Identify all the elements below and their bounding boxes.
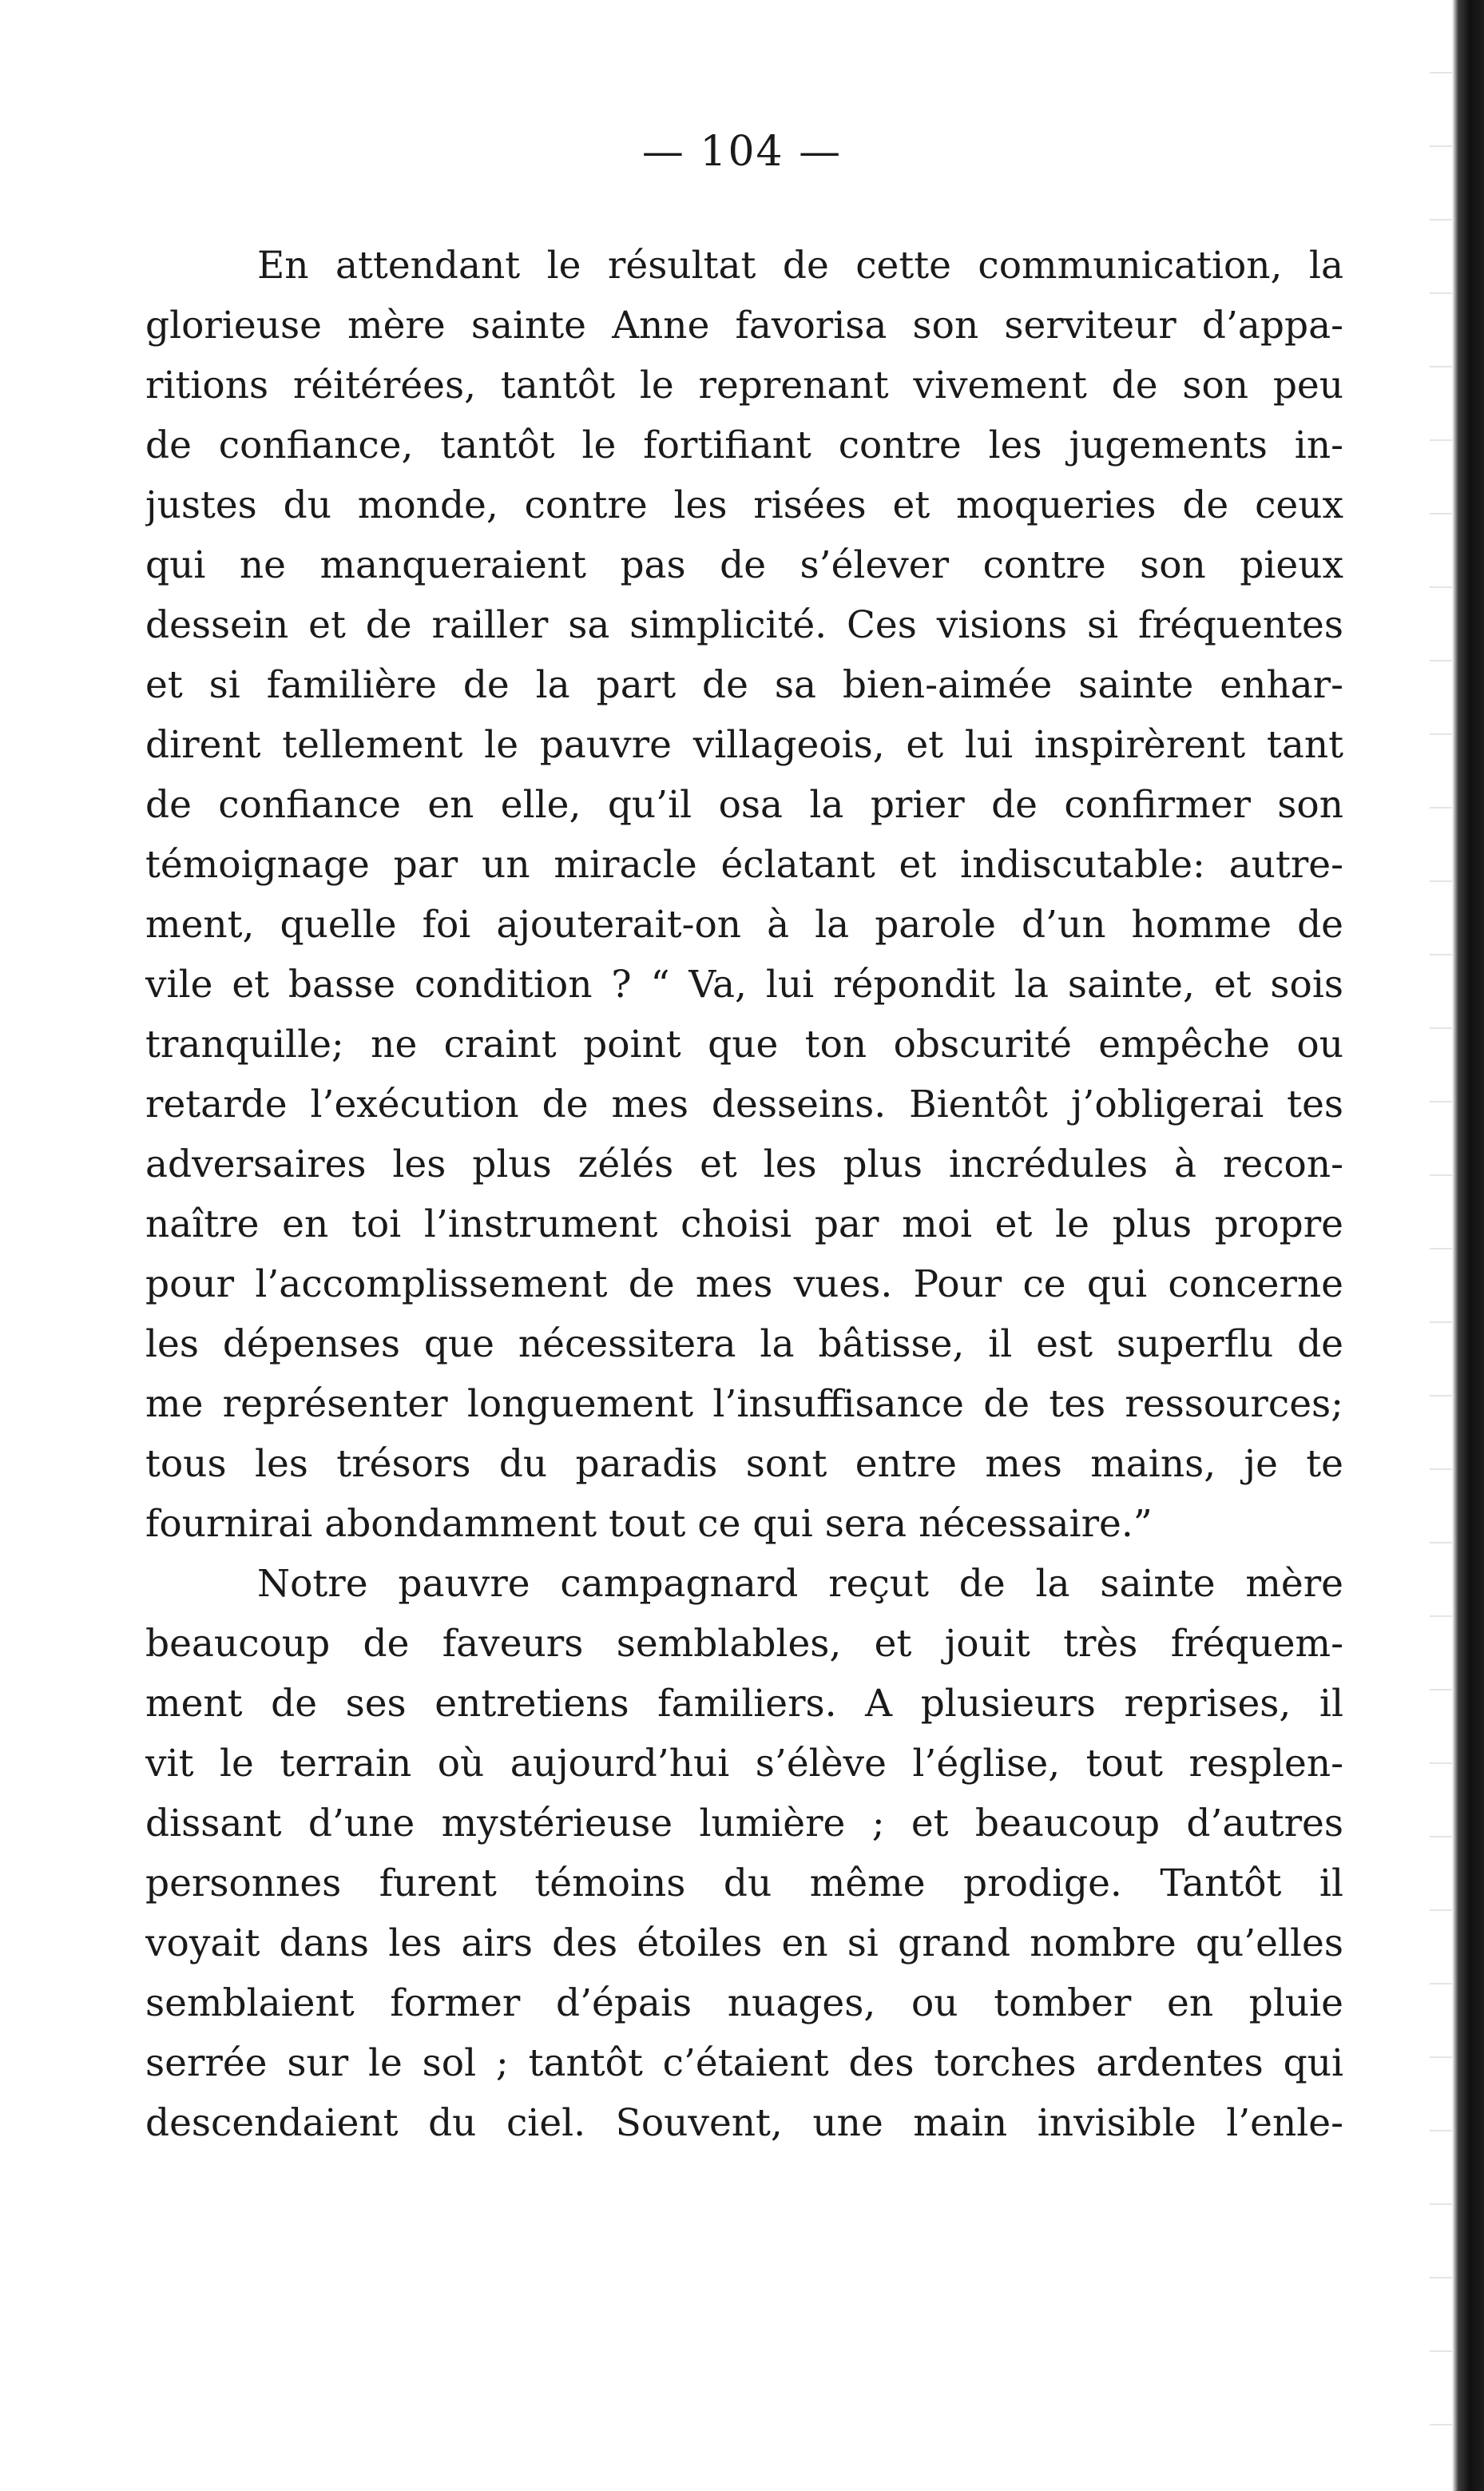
text-line: beaucoup de faveurs semblables, et jouit très fréquem-	[145, 1622, 1343, 1666]
text-line: ritions réitérées, tantôt le reprenant vivement de son peu	[145, 364, 1343, 407]
text-line: naître en toi l’instrument choisi par moi et le plus propre	[145, 1202, 1343, 1246]
book-binding-edge	[1452, 0, 1484, 2491]
text-line: qui ne manqueraient pas de s’élever contre son pieux	[145, 543, 1343, 587]
text-line: ment, quelle foi ajouterait-on à la parole d’un homme de	[145, 903, 1343, 947]
text-line: ment de ses entretiens familiers. A plusieurs reprises, il	[145, 1682, 1343, 1726]
text-line: serrée sur le sol ; tantôt c’étaient des torches ardentes qui	[145, 2041, 1343, 2085]
text-line: témoignage par un miracle éclatant et indiscutable: autre-	[145, 843, 1343, 887]
text-line: adversaires les plus zélés et les plus incrédules à recon-	[145, 1142, 1343, 1186]
paragraph-1	[145, 236, 1343, 1554]
text-line: dissant d’une mystérieuse lumière ; et beaucoup d’autres	[145, 1802, 1343, 1845]
text-line: fournirai abondamment tout ce qui sera nécessaire.”	[145, 1502, 1153, 1546]
text-line: me représenter longuement l’insuffisance de tes ressources;	[145, 1382, 1343, 1426]
text-line: les dépenses que nécessitera la bâtisse, il est superflu de	[145, 1322, 1343, 1366]
text-line: dessein et de railler sa simplicité. Ces visions si fréquentes	[145, 603, 1343, 647]
text-line: En attendant le résultat de cette communication, la	[257, 244, 1343, 288]
text-line: semblaient former d’épais nuages, ou tomber en pluie	[145, 1981, 1343, 2025]
text-line: et si familière de la part de sa bien-aimée sainte enhar-	[145, 663, 1343, 707]
text-line: Notre pauvre campagnard reçut de la sainte mère	[257, 1562, 1343, 1606]
body-text	[145, 236, 1343, 2153]
text-line: vit le terrain où aujourd’hui s’élève l’église, tout resplen-	[145, 1742, 1343, 1786]
paragraph-2	[145, 1554, 1343, 2153]
page-number: — 104 —	[641, 128, 843, 176]
text-line: voyait dans les airs des étoiles en si grand nombre qu’elles	[145, 1921, 1343, 1965]
text-line: descendaient du ciel. Souvent, une main invisible l’enle-	[145, 2101, 1343, 2145]
text-line: de confiance, tantôt le fortifiant contre les jugements in-	[145, 423, 1343, 467]
text-line: vile et basse condition ? “ Va, lui répondit la sainte, et sois	[145, 963, 1343, 1007]
text-line: de confiance en elle, qu’il osa la prier de confirmer son	[145, 783, 1343, 827]
text-line: pour l’accomplissement de mes vues. Pour ce qui concerne	[145, 1262, 1343, 1306]
text-line: justes du monde, contre les risées et moqueries de ceux	[145, 483, 1343, 527]
text-line: dirent tellement le pauvre villageois, et lui inspirèrent tant	[145, 723, 1343, 767]
text-line: glorieuse mère sainte Anne favorisa son serviteur d’appa-	[145, 304, 1343, 348]
text-line: personnes furent témoins du même prodige. Tantôt il	[145, 1861, 1343, 1905]
text-line: retarde l’exécution de mes desseins. Bientôt j’obligerai tes	[145, 1083, 1343, 1126]
text-line: tranquille; ne craint point que ton obscurité empêche ou	[145, 1023, 1343, 1067]
page-edge-texture	[1430, 0, 1452, 2491]
text-line: tous les trésors du paradis sont entre mes mains, je te	[145, 1442, 1343, 1486]
